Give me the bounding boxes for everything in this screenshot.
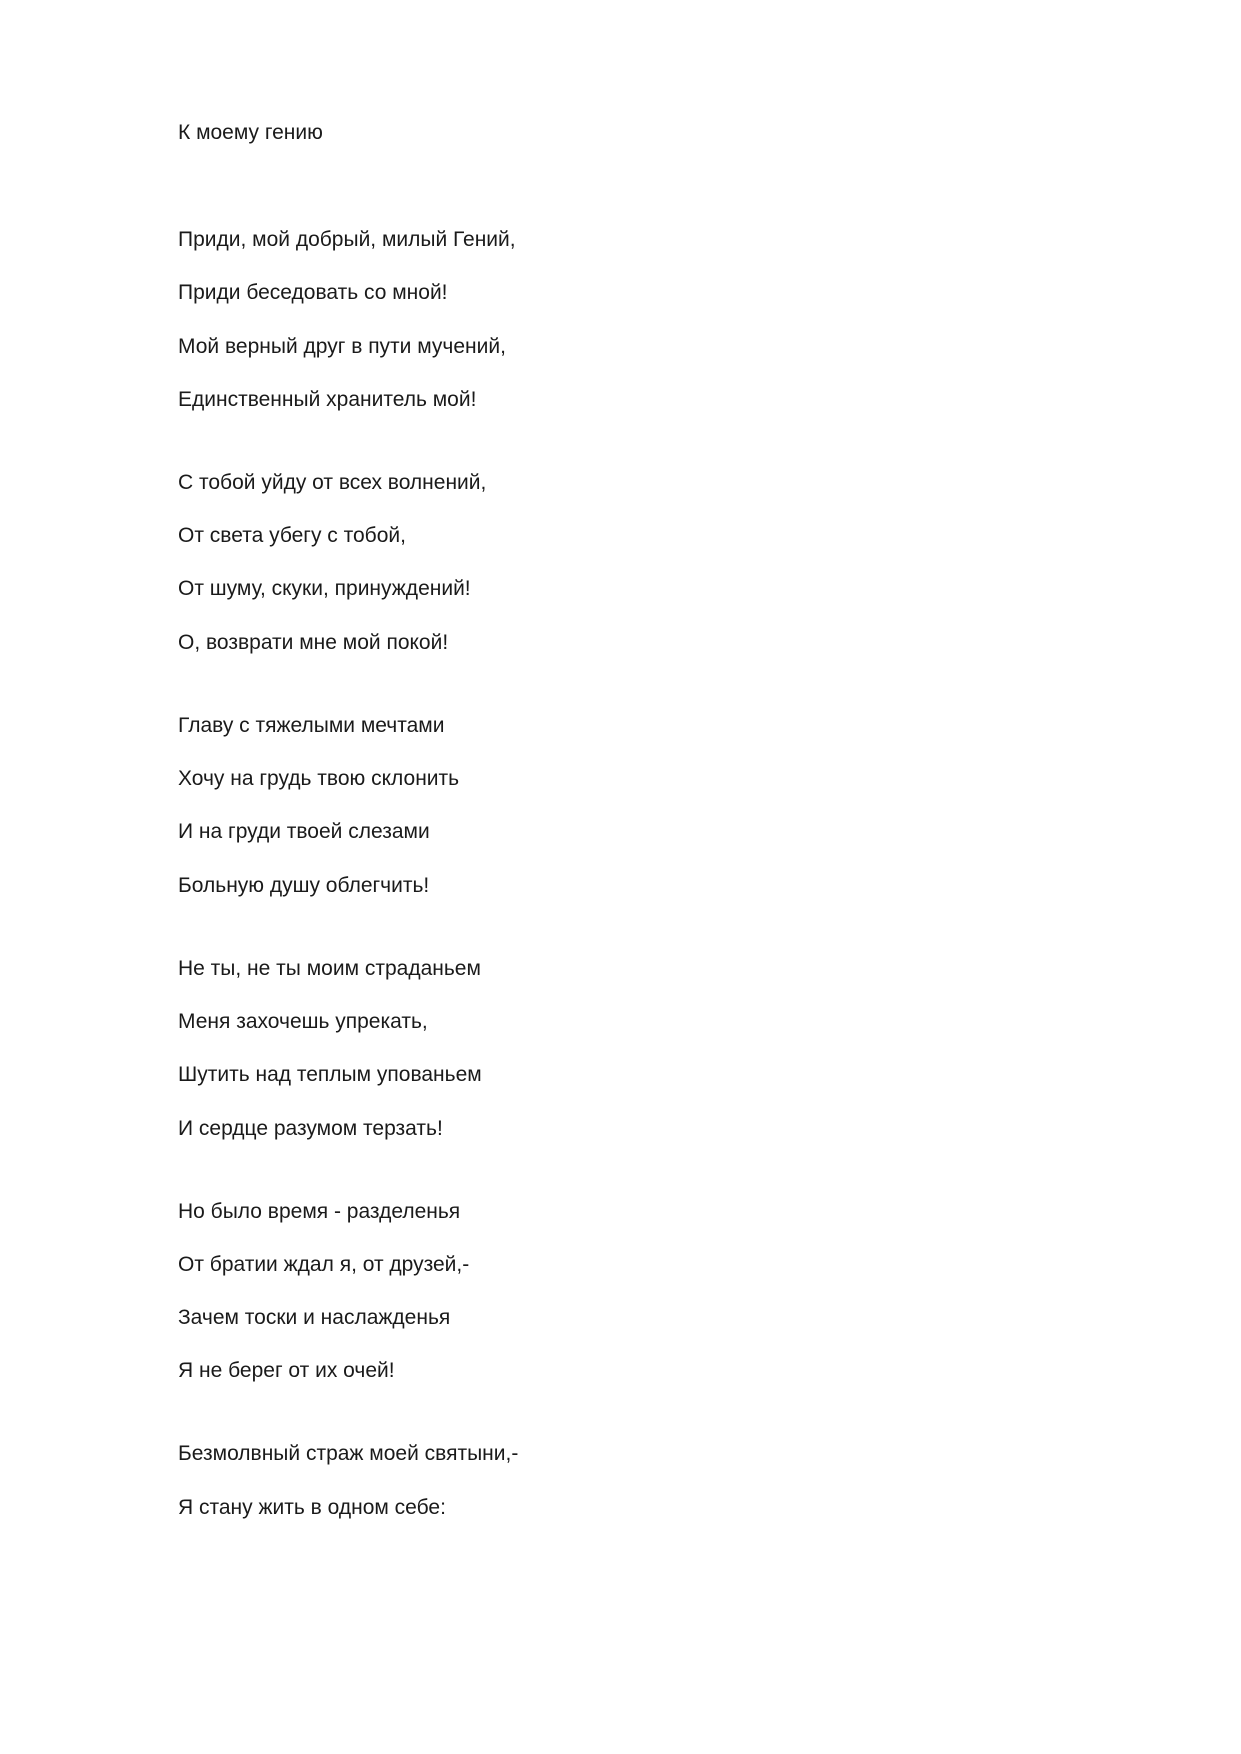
poem-line: И сердце разумом терзать! [178,1116,443,1140]
poem-line: Я не берег от их очей! [178,1359,395,1383]
stanza-1 [178,225,1078,415]
poem-line: Меня захочешь упрекать, [178,1009,428,1033]
stanza-5 [178,1197,1078,1387]
poem-line: Не ты, не ты моим страданьем [178,956,481,980]
poem-line: От братии ждал я, от друзей,- [178,1252,470,1276]
poem-line: Но было время - разделенья [178,1199,461,1223]
poem-title: К моему гению [178,121,323,144]
poem-line: Приди, мой добрый, милый Гений, [178,228,516,251]
stanza-2 [178,468,1078,658]
poem-line: Шутить над теплым упованьем [178,1063,482,1087]
poem-line: От света убегу с тобой, [178,524,406,548]
stanza-6 [178,1439,1078,1522]
poem-line: Я стану жить в одном себе: [178,1495,446,1519]
poem-line: Больную душу облегчить! [178,873,430,897]
poem-body [178,118,1078,1576]
poem-line: Мой верный друг в пути мучений, [178,334,506,358]
stanza-4 [178,954,1078,1144]
poem-line: Зачем тоски и наслажденья [178,1306,451,1330]
poem-line: Единственный хранитель мой! [178,387,477,411]
poem-line: О, возврати мне мой покой! [178,630,449,654]
poem-line: Приди беседовать со мной! [178,281,448,305]
poem-line: Безмолвный страж моей святыни,- [178,1442,519,1466]
poem-line: От шуму, скуки, принуждений! [178,577,471,601]
poem-line: Хочу на грудь твою склонить [178,767,460,791]
poem-line: Главу с тяжелыми мечтами [178,713,445,737]
poem-line: С тобой уйду от всех волнений, [178,470,487,494]
poem-line: И на груди твоей слезами [178,820,430,844]
stanza-3 [178,711,1078,901]
